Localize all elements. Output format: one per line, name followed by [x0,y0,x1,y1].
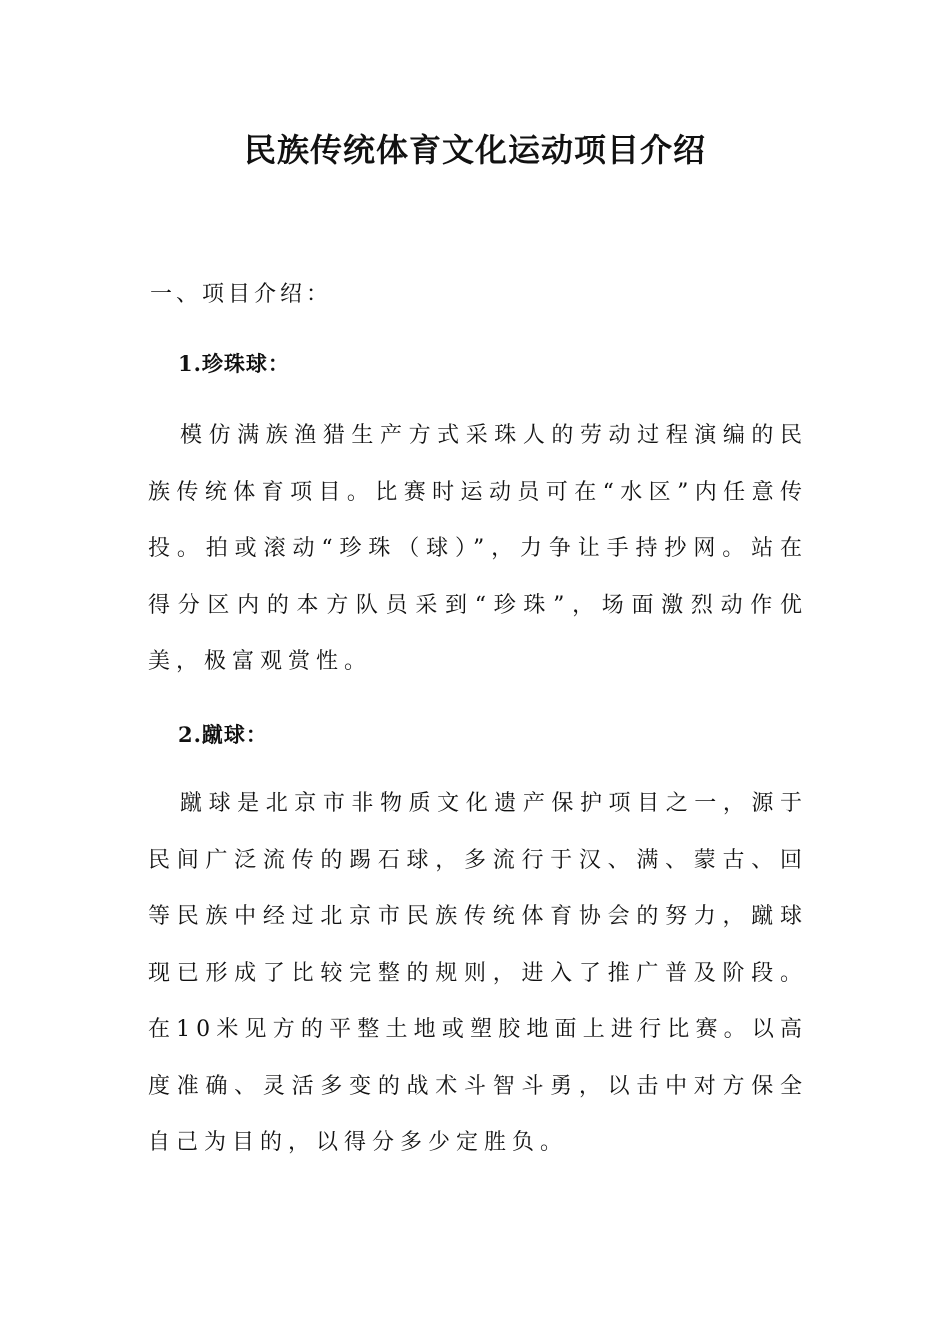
item-heading-pearl-ball: 1.珍珠球： [178,351,290,376]
document-title: 民族传统体育文化运动项目介绍 [243,131,706,169]
item-heading-cuqiu: 2.蹴球： [178,722,268,747]
item-body-cuqiu: 蹴球是北京市非物质文化遗产保护项目之一，源于民间广泛流传的踢石球，多流行于汉、满、蒙古、回等民族中经过北京市民族传统体育协会的努力，蹴球现已形成了比较完整的规则，进入了推广普及阶段。在10米见方的平整土地或塑胶地面上进行比赛。以高度准确、灵活多变的战术斗智斗勇，以击中对方保全自己为目的，以得分多少定胜负。 [148,791,808,1155]
item-body-pearl-ball: 模仿满族渔猎生产方式采珠人的劳动过程演编的民族传统体育项目。比赛时运动员可在“水区”内任意传投。拍或滚动“珍珠（球）”，力争让手持抄网。站在得分区内的本方队员采到“珍珠”，场面激烈动作优美，极富观赏性。 [148,423,808,674]
section-heading: 一、项目介绍： [150,282,333,307]
